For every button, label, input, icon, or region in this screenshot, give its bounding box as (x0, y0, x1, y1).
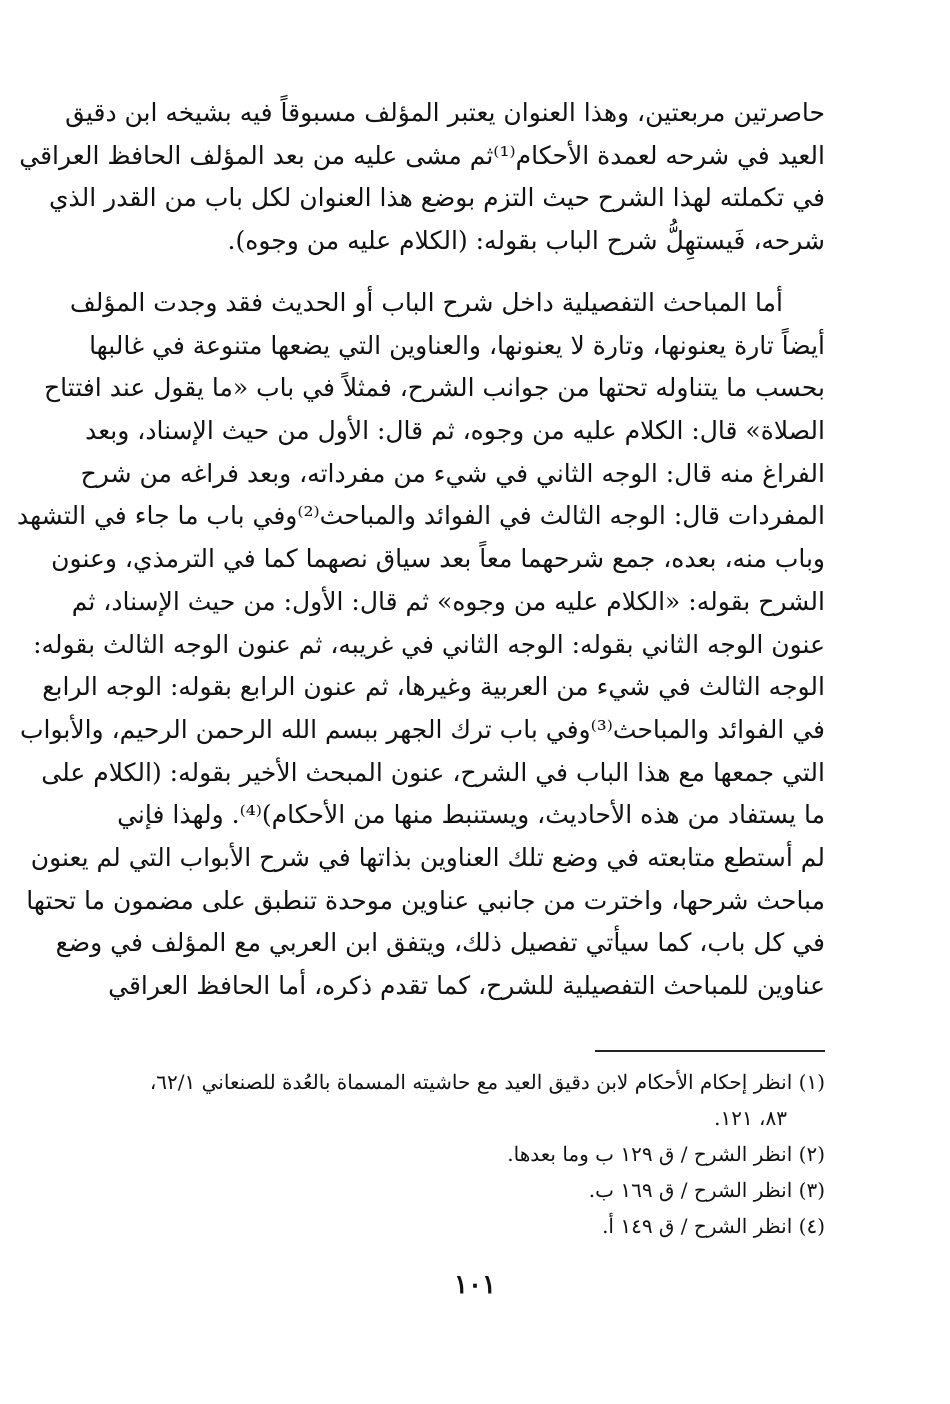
text-line: الشرح بقوله: «الكلام عليه من وجوه» ثم قال: الأول: من حيث الإسناد، ثم (71, 586, 825, 616)
text-line: وباب منه، بعده، جمع شرحهما معاً بعد سياق نصهما كما في الترمذي، وعنون (51, 544, 825, 574)
footnote-3: (٣) انظر الشرح / ق ١٦٩ ب. (588, 1178, 825, 1202)
text-line: أيضاً تارة يعنونها، وتارة لا يعنونها، والعناوين التي يضعها متنوعة في غالبها (89, 330, 825, 360)
footnote-2: (٢) انظر الشرح / ق ١٢٩ ب وما بعدها. (507, 1142, 825, 1166)
page-number: ١٠١ (454, 1270, 496, 1300)
text-line: المفردات قال: الوجه الثالث في الفوائد والمباحث⁽²⁾وفي باب ما جاء في التشهد (16, 501, 825, 531)
footnote-1-continuation: ٨٣، ١٢١. (714, 1106, 787, 1130)
text-line: عناوين للمباحث التفصيلية للشرح، كما تقدم ذكره، أما الحافظ العراقي (108, 971, 825, 1000)
text-line: عنون الوجه الثاني بقوله: الوجه الثاني في غريبه، ثم عنون الوجه الثالث بقوله: (33, 629, 825, 659)
footnotes (120, 1064, 825, 1244)
text-line: الصلاة» قال: الكلام عليه من وجوه، ثم قال: الأول من حيث الإسناد، وبعد (85, 416, 825, 446)
footnote-1: (١) انظر إحكام الأحكام لابن دقيق العيد مع حاشيته المسماة بالعُدة للصنعاني ٦٢/١، (149, 1070, 825, 1094)
paragraph-1 (19, 92, 825, 263)
text-line: التي جمعها مع هذا الباب في الشرح، عنون المبحث الأخير بقوله: (الكلام على (41, 757, 825, 787)
text-line: في كل باب، كما سيأتي تفصيل ذلك، ويتفق ابن العربي مع المؤلف في وضع (55, 928, 825, 958)
text-line: في الفوائد والمباحث⁽³⁾وفي باب ترك الجهر ببسم الله الرحمن الرحيم، والأبواب (20, 714, 825, 744)
text-line: العيد في شرحه لعمدة الأحكام⁽¹⁾ثم مشى عليه من بعد المؤلف الحافظ العراقي (19, 140, 825, 170)
text-line: بحسب ما يتناوله تحتها من جوانب الشرح، فمثلاً في باب «ما يقول عند افتتاح (44, 373, 825, 403)
text-line: شرحه، فَيستهِلُّ شرح الباب بقوله: (الكلام عليه من وجوه). (227, 226, 825, 256)
text-line: في تكملته لهذا الشرح حيث التزم بوضع هذا العنوان لكل باب من القدر الذي (48, 183, 825, 213)
text-line: حاصرتين مربعتين، وهذا العنوان يعتبر المؤلف مسبوقاً فيه بشيخه ابن دقيق (65, 98, 825, 127)
text-line: الفراغ منه قال: الوجه الثاني في شيء من مفرداته، وبعد فراغه من شرح (80, 458, 825, 488)
text-line: ما يستفاد من هذه الأحاديث، ويستنبط منها من الأحكام)⁽⁴⁾. ولهذا فإني (117, 800, 825, 830)
text-line: أما المباحث التفصيلية داخل شرح الباب أو الحديث فقد وجدت المؤلف (69, 288, 783, 317)
footnote-4: (٤) انظر الشرح / ق ١٤٩ أ. (602, 1214, 825, 1238)
paragraph-2 (16, 282, 825, 1008)
text-line: الوجه الثالث في شيء من العربية وغيرها، ثم عنون الرابع بقوله: الوجه الرابع (42, 672, 825, 702)
text-line: مباحث شرحها، واخترت من جانبي عناوين موحدة تنطبق على مضمون ما تحتها (26, 885, 825, 915)
text-line: لم أستطع متابعته في وضع تلك العناوين بذاتها في شرح الأبواب التي لم يعنون (30, 842, 825, 872)
footnote-separator (595, 1050, 825, 1052)
